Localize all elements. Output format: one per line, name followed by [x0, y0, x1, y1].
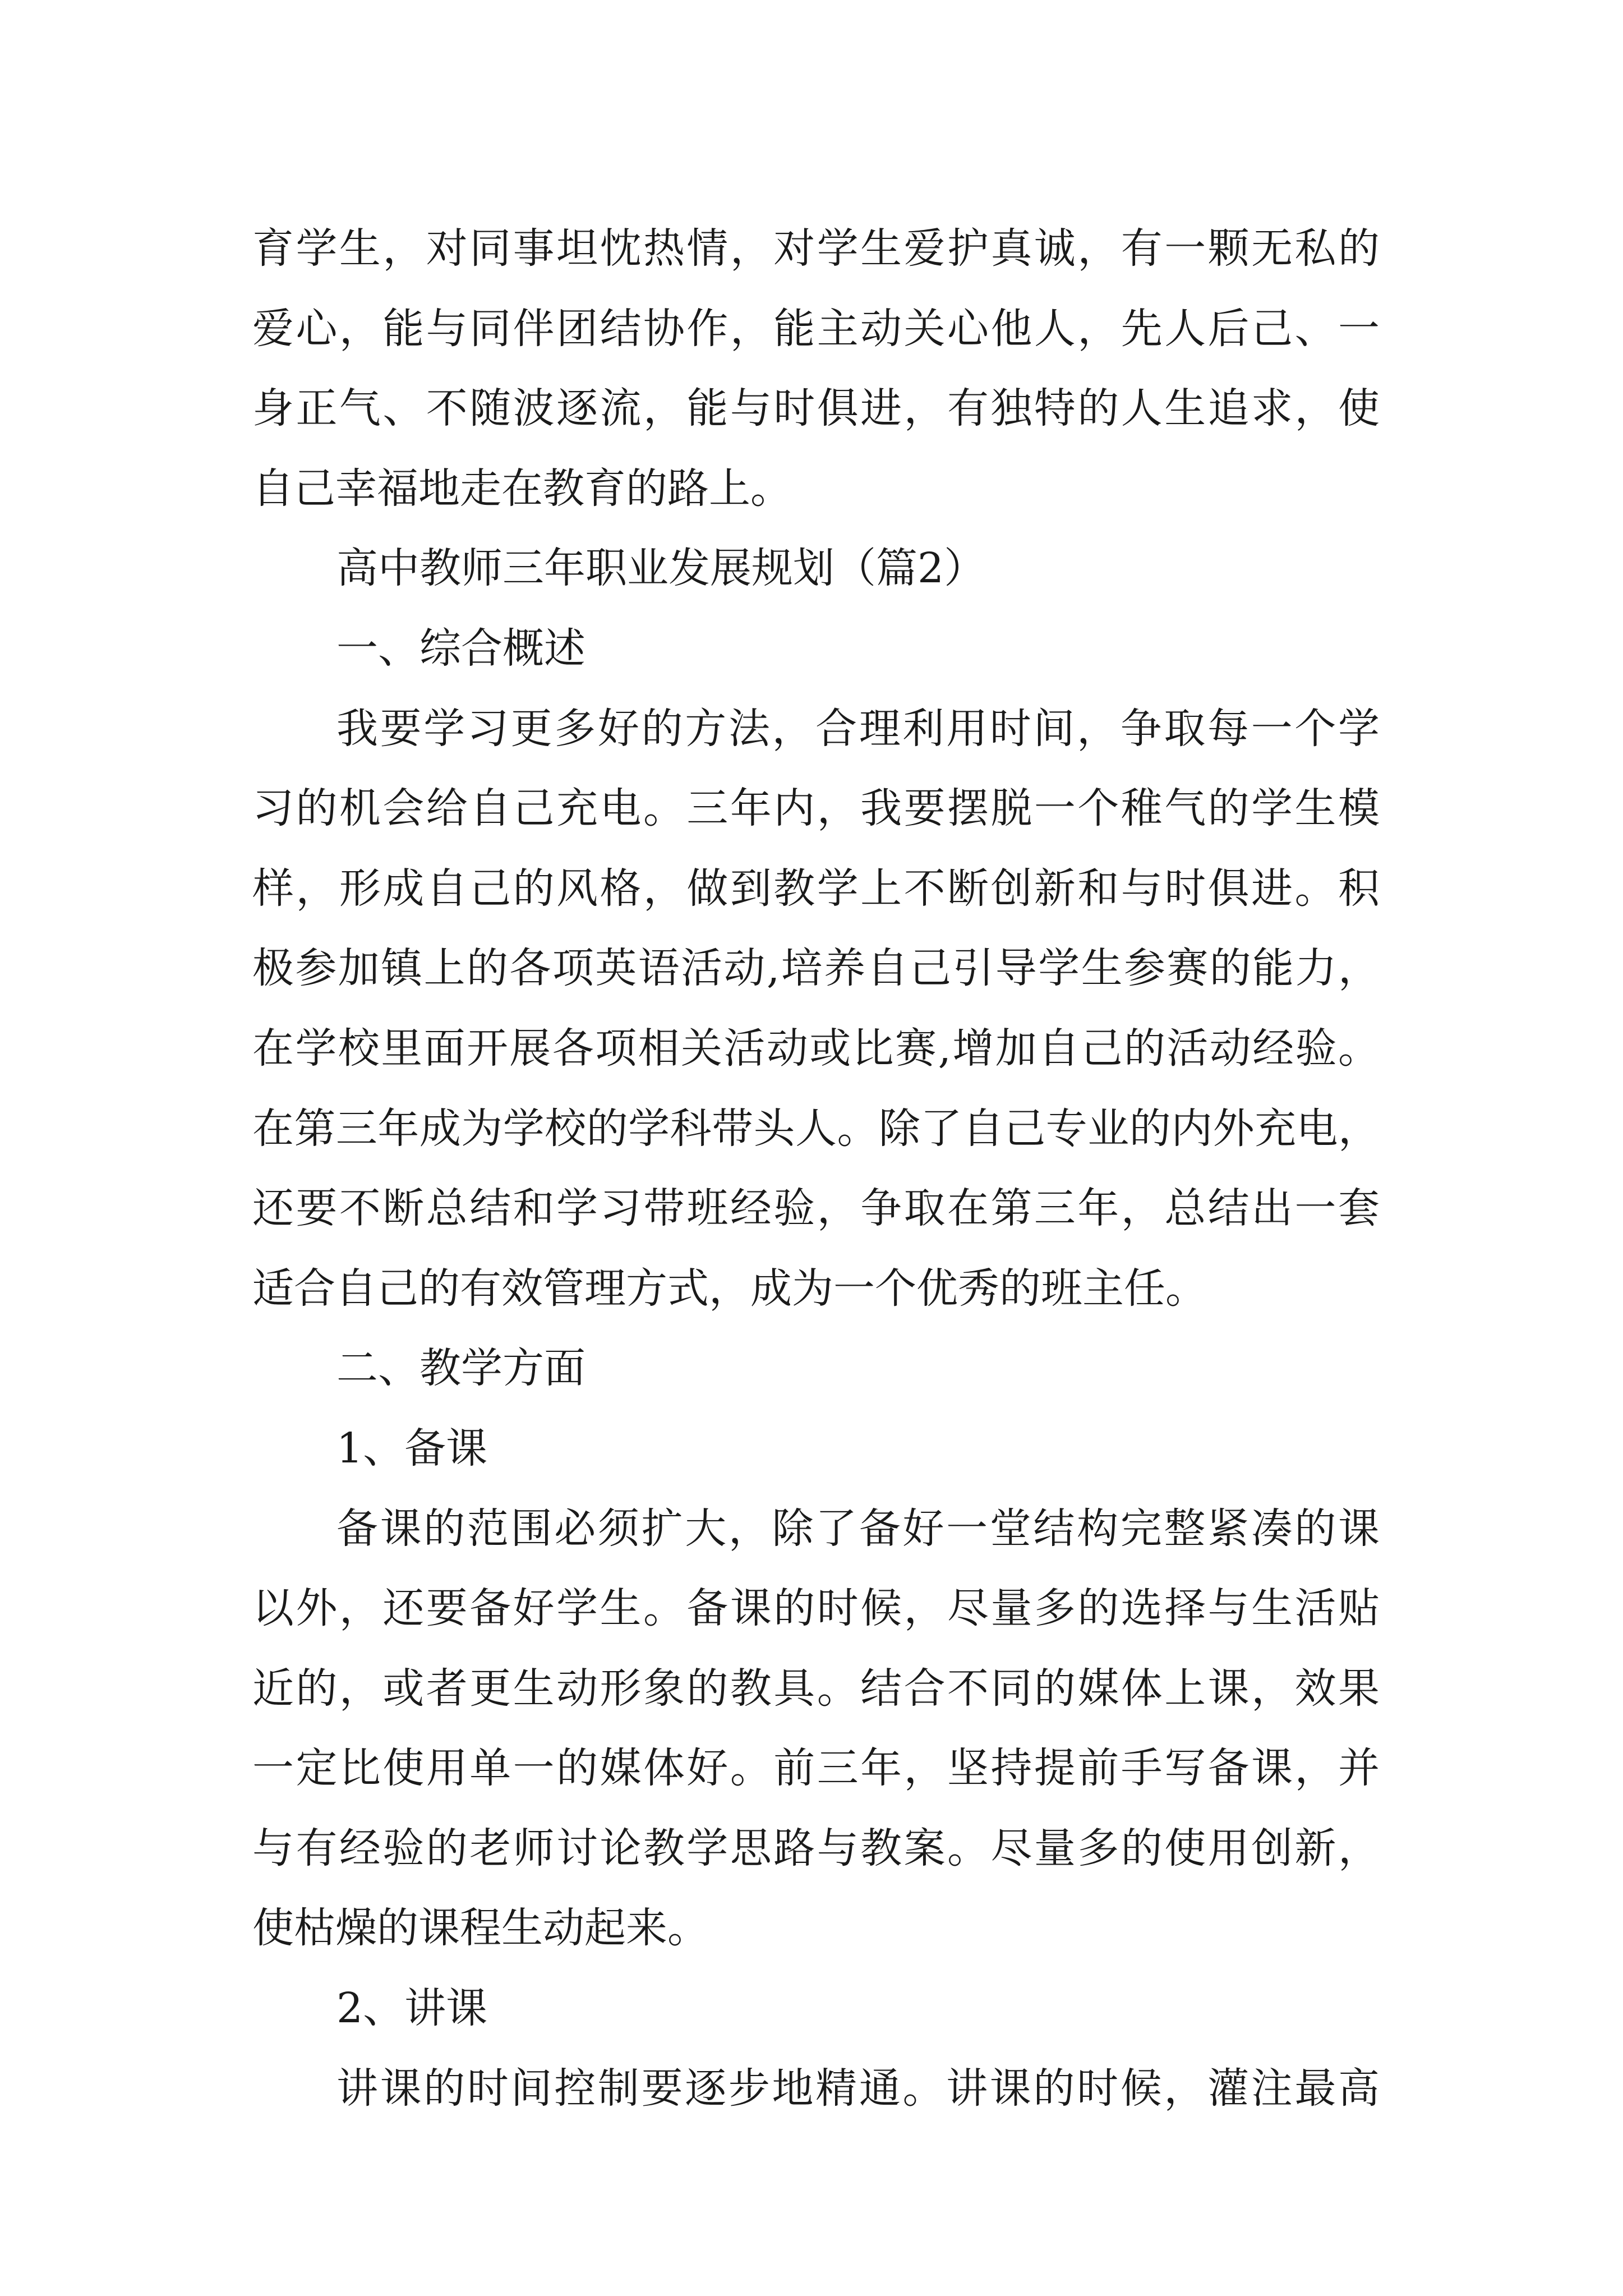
paragraph-line: 习的机会给自己充电。三年内，我要摆脱一个稚气的学生模 — [252, 784, 1380, 833]
paragraph-line: 在学校里面开展各项相关活动或比赛,增加自己的活动经验。 — [252, 1024, 1380, 1073]
paragraph-line: 备课的范围必须扩大，除了备好一堂结构完整紧凑的课 — [336, 1504, 1380, 1553]
paragraph-line: 我要学习更多好的方法，合理利用时间，争取每一个学 — [336, 704, 1380, 753]
subsection-heading: 1、备课 — [336, 1424, 488, 1473]
section-title: 高中教师三年职业发展规划（篇2） — [336, 544, 986, 593]
document-page — [252, 209, 1380, 2128]
paragraph-line: 使枯燥的课程生动起来。 — [252, 1904, 709, 1953]
paragraph-line: 样，形成自己的风格，做到教学上不断创新和与时俱进。积 — [252, 864, 1380, 913]
paragraph-line: 自己幸福地走在教育的路上。 — [252, 464, 792, 513]
paragraph-line: 还要不断总结和学习带班经验，争取在第三年，总结出一套 — [252, 1184, 1380, 1233]
paragraph-line: 适合自己的有效管理方式，成为一个优秀的班主任。 — [252, 1264, 1207, 1313]
paragraph-line: 身正气、不随波逐流，能与时俱进，有独特的人生追求，使 — [252, 384, 1380, 433]
paragraph-line: 极参加镇上的各项英语活动,培养自己引导学生参赛的能力， — [252, 944, 1380, 993]
paragraph-line: 育学生，对同事坦忱热情，对学生爱护真诚，有一颗无私的 — [252, 224, 1380, 273]
paragraph-line: 讲课的时间控制要逐步地精通。讲课的时候，灌注最高 — [336, 2064, 1380, 2113]
paragraph-line: 近的，或者更生动形象的教具。结合不同的媒体上课，效果 — [252, 1664, 1380, 1713]
section-heading: 一、综合概述 — [336, 624, 585, 673]
subsection-heading: 2、讲课 — [336, 1984, 488, 2033]
section-heading: 二、教学方面 — [336, 1344, 585, 1393]
paragraph-line: 爱心，能与同伴团结协作，能主动关心他人，先人后己、一 — [252, 304, 1380, 353]
paragraph-line: 一定比使用单一的媒体好。前三年，坚持提前手写备课，并 — [252, 1744, 1380, 1793]
paragraph-line: 在第三年成为学校的学科带头人。除了自己专业的内外充电， — [252, 1104, 1380, 1153]
paragraph-line: 与有经验的老师讨论教学思路与教案。尽量多的使用创新， — [252, 1824, 1380, 1872]
paragraph-line: 以外，还要备好学生。备课的时候，尽量多的选择与生活贴 — [252, 1584, 1380, 1633]
